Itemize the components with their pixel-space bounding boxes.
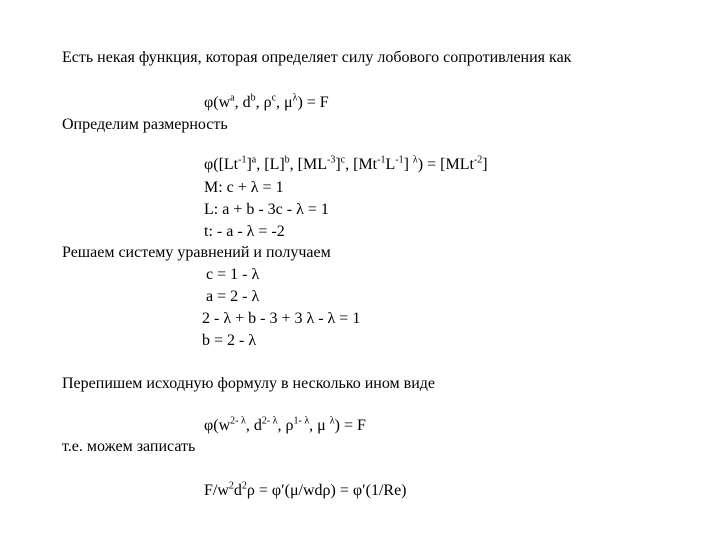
equation-rewritten: $\varphi(w^{2- \lambda}$, $d^{2- \lambda}$, $\rho^{1- \lambda}$, μ $^\lambda$) = F (204, 415, 366, 434)
solution-substitution: 2 - λ + b - 3 + 3 λ - λ = 1 (202, 310, 361, 327)
te-heading: т.е. можем записать (62, 438, 196, 455)
dimension-heading: Определим размерность (62, 116, 228, 133)
solution-a: a = 2 - λ (206, 288, 260, 305)
equation-time: t: - a - λ = -2 (204, 223, 285, 240)
rewrite-heading: Перепишем исходную формулу в несколько ином виде (62, 375, 436, 392)
equation-general: $\varphi(w^a$, $d^b$, $\rho^c$, $\mu^\lambda) = F$ (204, 92, 329, 111)
intro-text: Есть некая функция, которая определяет силу лобового сопротивления как (62, 49, 572, 66)
equation-mass: M: c + λ = 1 (204, 179, 284, 196)
equation-length: L: a + b - 3c - λ = 1 (204, 201, 329, 218)
solve-heading: Решаем систему уравнений и получаем (62, 244, 331, 261)
solution-c: c = 1 - λ (206, 266, 260, 283)
equation-final: $F/w^2d^2\rho = \varphi'(\mu/wd\rho) = \varphi'(1/Re)$ (204, 480, 407, 499)
solution-b: b = 2 - λ (202, 332, 257, 349)
equation-dimensions: $\varphi([Lt^{-1}]^a$, $[L]^b$, $[ML^{-3}]^c$, $[Mt^{-1}L^{-1}] ^\lambda) = [MLt^{-2}]$ (204, 154, 488, 173)
